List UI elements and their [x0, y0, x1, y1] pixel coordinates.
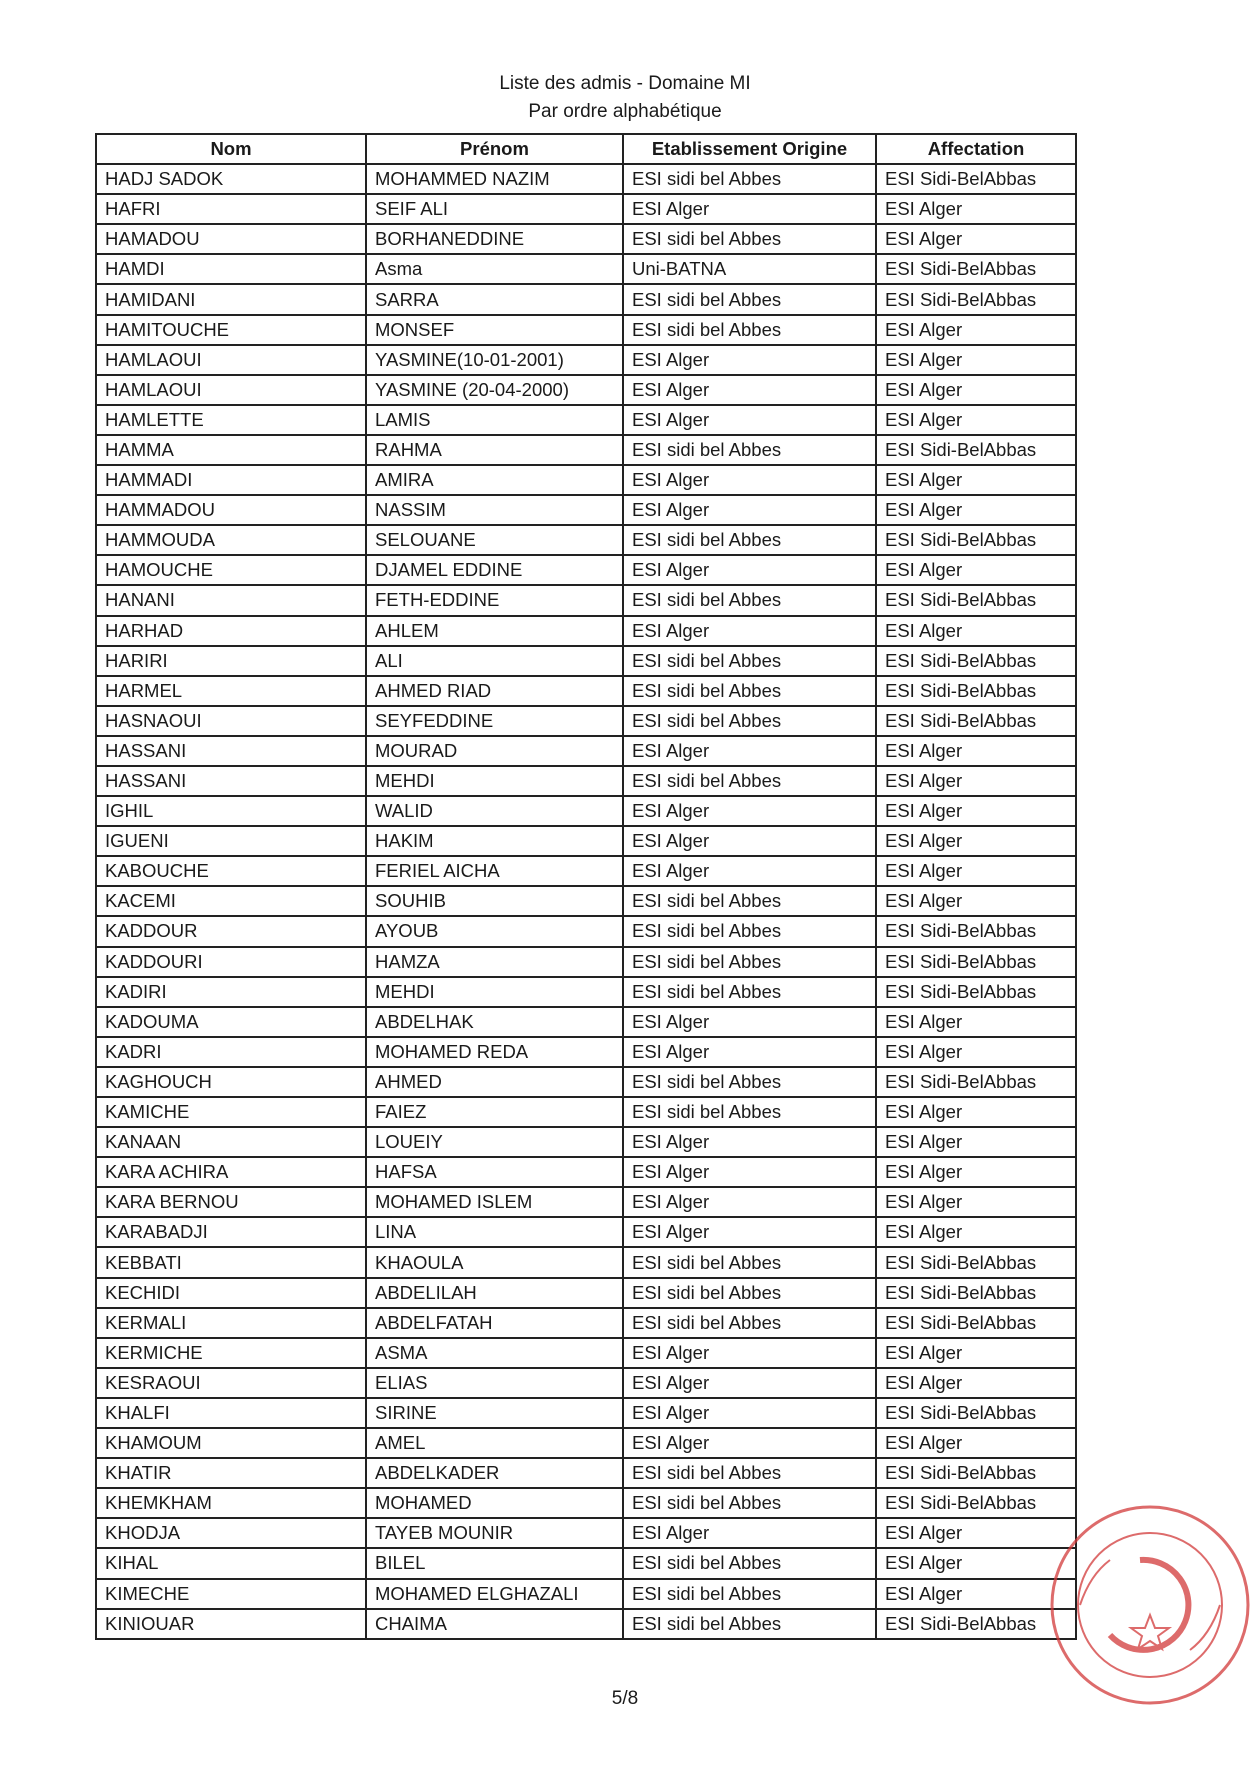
- etablissement-cell: ESI sidi bel Abbes: [623, 1458, 876, 1488]
- prenom-cell: ABDELFATAH: [366, 1308, 623, 1338]
- affectation-cell: ESI Alger: [876, 1127, 1076, 1157]
- column-header-prenom: Prénom: [366, 134, 623, 164]
- etablissement-cell: ESI Alger: [623, 796, 876, 826]
- affectation-cell: ESI Alger: [876, 375, 1076, 405]
- nom-cell: HAMOUCHE: [96, 555, 366, 585]
- affectation-cell: ESI Alger: [876, 495, 1076, 525]
- table-row: [96, 916, 1076, 946]
- table-row: [96, 1368, 1076, 1398]
- etablissement-cell: ESI sidi bel Abbes: [623, 525, 876, 555]
- affectation-cell: ESI Sidi-BelAbbas: [876, 646, 1076, 676]
- etablissement-cell: ESI sidi bel Abbes: [623, 706, 876, 736]
- prenom-cell: SELOUANE: [366, 525, 623, 555]
- prenom-cell: TAYEB MOUNIR: [366, 1518, 623, 1548]
- nom-cell: HAFRI: [96, 194, 366, 224]
- table-row: [96, 495, 1076, 525]
- table-row: [96, 886, 1076, 916]
- etablissement-cell: ESI sidi bel Abbes: [623, 1278, 876, 1308]
- affectation-cell: ESI Alger: [876, 886, 1076, 916]
- nom-cell: HANANI: [96, 585, 366, 615]
- table-row: [96, 1518, 1076, 1548]
- prenom-cell: MOURAD: [366, 736, 623, 766]
- affectation-cell: ESI Sidi-BelAbbas: [876, 916, 1076, 946]
- table-row: [96, 977, 1076, 1007]
- affectation-cell: ESI Alger: [876, 766, 1076, 796]
- affectation-cell: ESI Alger: [876, 796, 1076, 826]
- affectation-cell: ESI Alger: [876, 1097, 1076, 1127]
- prenom-cell: BILEL: [366, 1548, 623, 1578]
- prenom-cell: HAKIM: [366, 826, 623, 856]
- table-row: [96, 465, 1076, 495]
- affectation-cell: ESI Alger: [876, 315, 1076, 345]
- prenom-cell: RAHMA: [366, 435, 623, 465]
- affectation-cell: ESI Alger: [876, 1187, 1076, 1217]
- prenom-cell: AHMED: [366, 1067, 623, 1097]
- prenom-cell: MEHDI: [366, 766, 623, 796]
- page-number: 5/8: [611, 1688, 639, 1709]
- etablissement-cell: ESI Alger: [623, 736, 876, 766]
- etablissement-cell: ESI sidi bel Abbes: [623, 585, 876, 615]
- nom-cell: HAMLAOUI: [96, 345, 366, 375]
- etablissement-cell: ESI sidi bel Abbes: [623, 947, 876, 977]
- etablissement-cell: ESI sidi bel Abbes: [623, 646, 876, 676]
- affectation-cell: ESI Sidi-BelAbbas: [876, 164, 1076, 194]
- affectation-cell: ESI Alger: [876, 1338, 1076, 1368]
- nom-cell: KIMECHE: [96, 1579, 366, 1609]
- table-row: [96, 1338, 1076, 1368]
- nom-cell: HAMLETTE: [96, 405, 366, 435]
- table-row: [96, 706, 1076, 736]
- column-header-nom: Nom: [96, 134, 366, 164]
- table-row: [96, 164, 1076, 194]
- prenom-cell: ABDELKADER: [366, 1458, 623, 1488]
- etablissement-cell: ESI sidi bel Abbes: [623, 1609, 876, 1639]
- prenom-cell: MOHAMED ISLEM: [366, 1187, 623, 1217]
- table-header-row: [96, 134, 1076, 164]
- prenom-cell: SEIF ALI: [366, 194, 623, 224]
- etablissement-cell: ESI sidi bel Abbes: [623, 1579, 876, 1609]
- table-row: [96, 1097, 1076, 1127]
- table-body: [96, 164, 1076, 1639]
- prenom-cell: ABDELHAK: [366, 1007, 623, 1037]
- prenom-cell: YASMINE(10-01-2001): [366, 345, 623, 375]
- table-row: [96, 616, 1076, 646]
- nom-cell: KHODJA: [96, 1518, 366, 1548]
- column-header-etablissement: Etablissement Origine: [623, 134, 876, 164]
- prenom-cell: MONSEF: [366, 315, 623, 345]
- etablissement-cell: ESI Alger: [623, 1007, 876, 1037]
- nom-cell: KAGHOUCH: [96, 1067, 366, 1097]
- etablissement-cell: ESI sidi bel Abbes: [623, 315, 876, 345]
- affectation-cell: ESI Alger: [876, 1548, 1076, 1578]
- prenom-cell: ABDELILAH: [366, 1278, 623, 1308]
- prenom-cell: MEHDI: [366, 977, 623, 1007]
- etablissement-cell: ESI Alger: [623, 405, 876, 435]
- prenom-cell: AHLEM: [366, 616, 623, 646]
- etablissement-cell: ESI Alger: [623, 194, 876, 224]
- prenom-cell: HAFSA: [366, 1157, 623, 1187]
- table-row: [96, 856, 1076, 886]
- affectation-cell: ESI Alger: [876, 616, 1076, 646]
- table-row: [96, 1548, 1076, 1578]
- table-row: [96, 254, 1076, 284]
- nom-cell: KHALFI: [96, 1398, 366, 1428]
- prenom-cell: AHMED RIAD: [366, 676, 623, 706]
- etablissement-cell: ESI Alger: [623, 826, 876, 856]
- etablissement-cell: ESI sidi bel Abbes: [623, 1488, 876, 1518]
- etablissement-cell: ESI sidi bel Abbes: [623, 1097, 876, 1127]
- table-row: [96, 736, 1076, 766]
- affectation-cell: ESI Alger: [876, 1157, 1076, 1187]
- etablissement-cell: ESI Alger: [623, 375, 876, 405]
- affectation-cell: ESI Sidi-BelAbbas: [876, 1458, 1076, 1488]
- etablissement-cell: ESI sidi bel Abbes: [623, 1067, 876, 1097]
- admis-table: [95, 133, 1077, 1640]
- etablissement-cell: ESI Alger: [623, 1398, 876, 1428]
- nom-cell: HARHAD: [96, 616, 366, 646]
- affectation-cell: ESI Sidi-BelAbbas: [876, 977, 1076, 1007]
- affectation-cell: ESI Sidi-BelAbbas: [876, 284, 1076, 314]
- table-row: [96, 1247, 1076, 1277]
- affectation-cell: ESI Alger: [876, 826, 1076, 856]
- prenom-cell: AYOUB: [366, 916, 623, 946]
- nom-cell: HASNAOUI: [96, 706, 366, 736]
- table-row: [96, 1067, 1076, 1097]
- etablissement-cell: ESI Alger: [623, 1037, 876, 1067]
- prenom-cell: BORHANEDDINE: [366, 224, 623, 254]
- prenom-cell: ALI: [366, 646, 623, 676]
- table-row: [96, 1037, 1076, 1067]
- nom-cell: KHEMKHAM: [96, 1488, 366, 1518]
- etablissement-cell: ESI Alger: [623, 1428, 876, 1458]
- nom-cell: KADDOURI: [96, 947, 366, 977]
- prenom-cell: LAMIS: [366, 405, 623, 435]
- prenom-cell: DJAMEL EDDINE: [366, 555, 623, 585]
- nom-cell: KHATIR: [96, 1458, 366, 1488]
- table-row: [96, 1217, 1076, 1247]
- nom-cell: KIHAL: [96, 1548, 366, 1578]
- affectation-cell: ESI Alger: [876, 405, 1076, 435]
- affectation-cell: ESI Sidi-BelAbbas: [876, 676, 1076, 706]
- table-row: [96, 345, 1076, 375]
- prenom-cell: KHAOULA: [366, 1247, 623, 1277]
- nom-cell: KADRI: [96, 1037, 366, 1067]
- nom-cell: KADIRI: [96, 977, 366, 1007]
- nom-cell: KAMICHE: [96, 1097, 366, 1127]
- etablissement-cell: ESI sidi bel Abbes: [623, 916, 876, 946]
- etablissement-cell: Uni-BATNA: [623, 254, 876, 284]
- etablissement-cell: ESI Alger: [623, 1338, 876, 1368]
- table-row: [96, 1398, 1076, 1428]
- nom-cell: HARIRI: [96, 646, 366, 676]
- etablissement-cell: ESI Alger: [623, 856, 876, 886]
- prenom-cell: FERIEL AICHA: [366, 856, 623, 886]
- table-row: [96, 284, 1076, 314]
- nom-cell: HAMDI: [96, 254, 366, 284]
- table-row: [96, 525, 1076, 555]
- nom-cell: KARA BERNOU: [96, 1187, 366, 1217]
- nom-cell: HASSANI: [96, 736, 366, 766]
- etablissement-cell: ESI Alger: [623, 345, 876, 375]
- table-row: [96, 676, 1076, 706]
- etablissement-cell: ESI Alger: [623, 1368, 876, 1398]
- affectation-cell: ESI Sidi-BelAbbas: [876, 585, 1076, 615]
- nom-cell: KADOUMA: [96, 1007, 366, 1037]
- etablissement-cell: ESI sidi bel Abbes: [623, 977, 876, 1007]
- affectation-cell: ESI Alger: [876, 345, 1076, 375]
- etablissement-cell: ESI Alger: [623, 1127, 876, 1157]
- affectation-cell: ESI Alger: [876, 1368, 1076, 1398]
- document-title: Liste des admis - Domaine MI: [499, 73, 751, 94]
- prenom-cell: CHAIMA: [366, 1609, 623, 1639]
- etablissement-cell: ESI Alger: [623, 465, 876, 495]
- prenom-cell: AMEL: [366, 1428, 623, 1458]
- affectation-cell: ESI Alger: [876, 1579, 1076, 1609]
- table-row: [96, 1007, 1076, 1037]
- table-row: [96, 766, 1076, 796]
- etablissement-cell: ESI sidi bel Abbes: [623, 1548, 876, 1578]
- table-row: [96, 194, 1076, 224]
- etablissement-cell: ESI Alger: [623, 555, 876, 585]
- nom-cell: KARABADJI: [96, 1217, 366, 1247]
- affectation-cell: ESI Alger: [876, 1428, 1076, 1458]
- prenom-cell: ASMA: [366, 1338, 623, 1368]
- table-row: [96, 1127, 1076, 1157]
- affectation-cell: ESI Sidi-BelAbbas: [876, 1609, 1076, 1639]
- affectation-cell: ESI Sidi-BelAbbas: [876, 1488, 1076, 1518]
- table-row: [96, 1488, 1076, 1518]
- etablissement-cell: ESI Alger: [623, 1217, 876, 1247]
- affectation-cell: ESI Alger: [876, 555, 1076, 585]
- nom-cell: KACEMI: [96, 886, 366, 916]
- prenom-cell: NASSIM: [366, 495, 623, 525]
- affectation-cell: ESI Alger: [876, 1037, 1076, 1067]
- prenom-cell: WALID: [366, 796, 623, 826]
- table-row: [96, 1579, 1076, 1609]
- etablissement-cell: ESI sidi bel Abbes: [623, 164, 876, 194]
- nom-cell: HARMEL: [96, 676, 366, 706]
- etablissement-cell: ESI Alger: [623, 1157, 876, 1187]
- prenom-cell: SEYFEDDINE: [366, 706, 623, 736]
- nom-cell: HAMMADOU: [96, 495, 366, 525]
- table-row: [96, 315, 1076, 345]
- nom-cell: HAMIDANI: [96, 284, 366, 314]
- nom-cell: KABOUCHE: [96, 856, 366, 886]
- affectation-cell: ESI Alger: [876, 224, 1076, 254]
- table-row: [96, 1157, 1076, 1187]
- nom-cell: HAMMOUDA: [96, 525, 366, 555]
- prenom-cell: MOHAMED ELGHAZALI: [366, 1579, 623, 1609]
- nom-cell: KINIOUAR: [96, 1609, 366, 1639]
- table-row: [96, 646, 1076, 676]
- nom-cell: KHAMOUM: [96, 1428, 366, 1458]
- etablissement-cell: ESI sidi bel Abbes: [623, 676, 876, 706]
- etablissement-cell: ESI sidi bel Abbes: [623, 435, 876, 465]
- nom-cell: KARA ACHIRA: [96, 1157, 366, 1187]
- prenom-cell: FETH-EDDINE: [366, 585, 623, 615]
- affectation-cell: ESI Sidi-BelAbbas: [876, 947, 1076, 977]
- table-row: [96, 1458, 1076, 1488]
- affectation-cell: ESI Alger: [876, 1007, 1076, 1037]
- etablissement-cell: ESI sidi bel Abbes: [623, 766, 876, 796]
- affectation-cell: ESI Alger: [876, 1217, 1076, 1247]
- etablissement-cell: ESI Alger: [623, 1518, 876, 1548]
- nom-cell: KEBBATI: [96, 1247, 366, 1277]
- affectation-cell: ESI Alger: [876, 465, 1076, 495]
- nom-cell: HAMMADI: [96, 465, 366, 495]
- prenom-cell: MOHAMMED NAZIM: [366, 164, 623, 194]
- affectation-cell: ESI Sidi-BelAbbas: [876, 1247, 1076, 1277]
- official-seal-icon: [1040, 1495, 1250, 1715]
- table-row: [96, 375, 1076, 405]
- table-row: [96, 1609, 1076, 1639]
- nom-cell: KESRAOUI: [96, 1368, 366, 1398]
- table-row: [96, 405, 1076, 435]
- nom-cell: HASSANI: [96, 766, 366, 796]
- table-row: [96, 1187, 1076, 1217]
- etablissement-cell: ESI sidi bel Abbes: [623, 1247, 876, 1277]
- nom-cell: HAMLAOUI: [96, 375, 366, 405]
- affectation-cell: ESI Sidi-BelAbbas: [876, 1308, 1076, 1338]
- affectation-cell: ESI Sidi-BelAbbas: [876, 1398, 1076, 1428]
- etablissement-cell: ESI sidi bel Abbes: [623, 224, 876, 254]
- etablissement-cell: ESI sidi bel Abbes: [623, 284, 876, 314]
- document-header: [0, 70, 1250, 126]
- prenom-cell: Asma: [366, 254, 623, 284]
- nom-cell: HAMITOUCHE: [96, 315, 366, 345]
- prenom-cell: SIRINE: [366, 1398, 623, 1428]
- table-row: [96, 1428, 1076, 1458]
- nom-cell: KECHIDI: [96, 1278, 366, 1308]
- nom-cell: IGUENI: [96, 826, 366, 856]
- nom-cell: KANAAN: [96, 1127, 366, 1157]
- prenom-cell: MOHAMED: [366, 1488, 623, 1518]
- prenom-cell: YASMINE (20-04-2000): [366, 375, 623, 405]
- affectation-cell: ESI Alger: [876, 856, 1076, 886]
- table-row: [96, 947, 1076, 977]
- nom-cell: IGHIL: [96, 796, 366, 826]
- etablissement-cell: ESI sidi bel Abbes: [623, 886, 876, 916]
- nom-cell: HAMMA: [96, 435, 366, 465]
- table-row: [96, 585, 1076, 615]
- affectation-cell: ESI Sidi-BelAbbas: [876, 1067, 1076, 1097]
- table-row: [96, 435, 1076, 465]
- affectation-cell: ESI Alger: [876, 1518, 1076, 1548]
- affectation-cell: ESI Sidi-BelAbbas: [876, 706, 1076, 736]
- prenom-cell: MOHAMED REDA: [366, 1037, 623, 1067]
- etablissement-cell: ESI sidi bel Abbes: [623, 1308, 876, 1338]
- table-row: [96, 1308, 1076, 1338]
- table-row: [96, 826, 1076, 856]
- prenom-cell: ELIAS: [366, 1368, 623, 1398]
- nom-cell: HADJ SADOK: [96, 164, 366, 194]
- etablissement-cell: ESI Alger: [623, 616, 876, 646]
- affectation-cell: ESI Alger: [876, 194, 1076, 224]
- affectation-cell: ESI Sidi-BelAbbas: [876, 1278, 1076, 1308]
- affectation-cell: ESI Sidi-BelAbbas: [876, 254, 1076, 284]
- prenom-cell: AMIRA: [366, 465, 623, 495]
- affectation-cell: ESI Alger: [876, 736, 1076, 766]
- table-row: [96, 224, 1076, 254]
- etablissement-cell: ESI Alger: [623, 1187, 876, 1217]
- prenom-cell: HAMZA: [366, 947, 623, 977]
- affectation-cell: ESI Sidi-BelAbbas: [876, 435, 1076, 465]
- document-subtitle: Par ordre alphabétique: [528, 101, 722, 122]
- nom-cell: KERMALI: [96, 1308, 366, 1338]
- etablissement-cell: ESI Alger: [623, 495, 876, 525]
- table-row: [96, 1278, 1076, 1308]
- prenom-cell: LOUEIY: [366, 1127, 623, 1157]
- affectation-cell: ESI Sidi-BelAbbas: [876, 525, 1076, 555]
- table-row: [96, 555, 1076, 585]
- nom-cell: KERMICHE: [96, 1338, 366, 1368]
- prenom-cell: LINA: [366, 1217, 623, 1247]
- table-row: [96, 796, 1076, 826]
- prenom-cell: SARRA: [366, 284, 623, 314]
- nom-cell: KADDOUR: [96, 916, 366, 946]
- column-header-affectation: Affectation: [876, 134, 1076, 164]
- prenom-cell: FAIEZ: [366, 1097, 623, 1127]
- nom-cell: HAMADOU: [96, 224, 366, 254]
- prenom-cell: SOUHIB: [366, 886, 623, 916]
